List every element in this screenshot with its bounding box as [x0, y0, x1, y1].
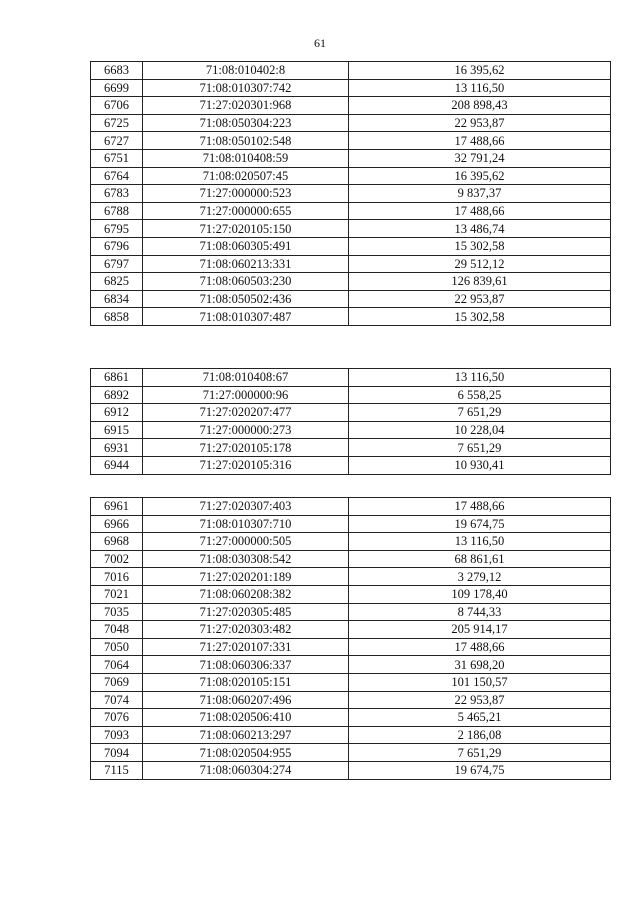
- cadastral-number-cell: 71:27:020207:477: [143, 404, 349, 422]
- amount-cell: 22 953,87: [349, 290, 611, 308]
- record-number-cell: 6892: [91, 386, 143, 404]
- record-number-cell: 6966: [91, 515, 143, 533]
- amount-cell: 101 150,57: [349, 673, 611, 691]
- record-number-cell: 7064: [91, 656, 143, 674]
- record-number-cell: 6915: [91, 421, 143, 439]
- table-row: [91, 691, 611, 709]
- amount-cell: 22 953,87: [349, 114, 611, 132]
- cadastral-number-cell: 71:08:020105:151: [143, 673, 349, 691]
- record-number-cell: 7002: [91, 550, 143, 568]
- record-number-cell: 7074: [91, 691, 143, 709]
- cadastral-number-cell: 71:27:020105:150: [143, 220, 349, 238]
- amount-cell: 7 651,29: [349, 404, 611, 422]
- table-row: [91, 550, 611, 568]
- cadastral-number-cell: 71:08:010307:742: [143, 79, 349, 97]
- amount-cell: 22 953,87: [349, 691, 611, 709]
- cadastral-number-cell: 71:27:020301:968: [143, 97, 349, 115]
- table-row: [91, 97, 611, 115]
- amount-cell: 13 116,50: [349, 533, 611, 551]
- record-number-cell: 6796: [91, 237, 143, 255]
- table-row: [91, 308, 611, 326]
- record-number-cell: 7035: [91, 603, 143, 621]
- record-number-cell: 7050: [91, 638, 143, 656]
- table-row: [91, 585, 611, 603]
- table-block-3: [90, 497, 610, 780]
- cadastral-number-cell: 71:08:060207:496: [143, 691, 349, 709]
- amount-cell: 7 651,29: [349, 439, 611, 457]
- amount-cell: 15 302,58: [349, 237, 611, 255]
- data-table: [90, 61, 611, 326]
- amount-cell: 29 512,12: [349, 255, 611, 273]
- record-number-cell: 6751: [91, 149, 143, 167]
- table-row: [91, 638, 611, 656]
- cadastral-number-cell: 71:08:050304:223: [143, 114, 349, 132]
- record-number-cell: 6931: [91, 439, 143, 457]
- record-number-cell: 7069: [91, 673, 143, 691]
- amount-cell: 10 930,41: [349, 456, 611, 474]
- data-table: [90, 497, 611, 780]
- table-row: [91, 62, 611, 80]
- cadastral-number-cell: 71:08:010408:59: [143, 149, 349, 167]
- record-number-cell: 6797: [91, 255, 143, 273]
- record-number-cell: 6788: [91, 202, 143, 220]
- record-number-cell: 6944: [91, 456, 143, 474]
- table-row: [91, 220, 611, 238]
- table-row: [91, 167, 611, 185]
- table-block-2: [90, 368, 610, 475]
- cadastral-number-cell: 71:27:000000:523: [143, 185, 349, 203]
- amount-cell: 15 302,58: [349, 308, 611, 326]
- record-number-cell: 6699: [91, 79, 143, 97]
- cadastral-number-cell: 71:08:060213:331: [143, 255, 349, 273]
- table-row: [91, 603, 611, 621]
- cadastral-number-cell: 71:08:050102:548: [143, 132, 349, 150]
- record-number-cell: 6764: [91, 167, 143, 185]
- cadastral-number-cell: 71:27:020307:403: [143, 498, 349, 516]
- table-row: [91, 114, 611, 132]
- amount-cell: 13 486,74: [349, 220, 611, 238]
- amount-cell: 17 488,66: [349, 202, 611, 220]
- cadastral-number-cell: 71:08:010307:487: [143, 308, 349, 326]
- table-row: [91, 237, 611, 255]
- amount-cell: 13 116,50: [349, 369, 611, 387]
- cadastral-number-cell: 71:27:000000:505: [143, 533, 349, 551]
- amount-cell: 17 488,66: [349, 498, 611, 516]
- cadastral-number-cell: 71:08:060208:382: [143, 585, 349, 603]
- cadastral-number-cell: 71:08:060503:230: [143, 273, 349, 291]
- cadastral-number-cell: 71:27:020107:331: [143, 638, 349, 656]
- amount-cell: 208 898,43: [349, 97, 611, 115]
- cadastral-number-cell: 71:08:020507:45: [143, 167, 349, 185]
- record-number-cell: 7076: [91, 709, 143, 727]
- page-number: 61: [314, 36, 326, 50]
- record-number-cell: 7094: [91, 744, 143, 762]
- record-number-cell: 7093: [91, 726, 143, 744]
- record-number-cell: 6834: [91, 290, 143, 308]
- cadastral-number-cell: 71:08:020506:410: [143, 709, 349, 727]
- table-row: [91, 761, 611, 779]
- record-number-cell: 6861: [91, 369, 143, 387]
- table-row: [91, 202, 611, 220]
- record-number-cell: 6795: [91, 220, 143, 238]
- cadastral-number-cell: 71:08:020504:955: [143, 744, 349, 762]
- table-row: [91, 709, 611, 727]
- cadastral-number-cell: 71:08:060304:274: [143, 761, 349, 779]
- record-number-cell: 6858: [91, 308, 143, 326]
- amount-cell: 3 279,12: [349, 568, 611, 586]
- amount-cell: 17 488,66: [349, 132, 611, 150]
- table-row: [91, 185, 611, 203]
- table-row: [91, 533, 611, 551]
- cadastral-number-cell: 71:08:050502:436: [143, 290, 349, 308]
- amount-cell: 32 791,24: [349, 149, 611, 167]
- record-number-cell: 6706: [91, 97, 143, 115]
- cadastral-number-cell: 71:08:060305:491: [143, 237, 349, 255]
- record-number-cell: 6727: [91, 132, 143, 150]
- cadastral-number-cell: 71:27:000000:96: [143, 386, 349, 404]
- cadastral-number-cell: 71:08:010402:8: [143, 62, 349, 80]
- table-row: [91, 404, 611, 422]
- cadastral-number-cell: 71:08:010307:710: [143, 515, 349, 533]
- cadastral-number-cell: 71:27:020105:316: [143, 456, 349, 474]
- amount-cell: 16 395,62: [349, 62, 611, 80]
- record-number-cell: 6968: [91, 533, 143, 551]
- amount-cell: 109 178,40: [349, 585, 611, 603]
- table-row: [91, 744, 611, 762]
- record-number-cell: 7021: [91, 585, 143, 603]
- table-row: [91, 132, 611, 150]
- cadastral-number-cell: 71:27:020201:189: [143, 568, 349, 586]
- amount-cell: 10 228,04: [349, 421, 611, 439]
- amount-cell: 126 839,61: [349, 273, 611, 291]
- amount-cell: 17 488,66: [349, 638, 611, 656]
- table-block-1: [90, 61, 610, 326]
- table-row: [91, 149, 611, 167]
- table-row: [91, 568, 611, 586]
- table-row: [91, 255, 611, 273]
- table-row: [91, 290, 611, 308]
- record-number-cell: 6961: [91, 498, 143, 516]
- table-row: [91, 498, 611, 516]
- record-number-cell: 7016: [91, 568, 143, 586]
- amount-cell: 9 837,37: [349, 185, 611, 203]
- cadastral-number-cell: 71:27:020305:485: [143, 603, 349, 621]
- amount-cell: 13 116,50: [349, 79, 611, 97]
- amount-cell: 6 558,25: [349, 386, 611, 404]
- record-number-cell: 6912: [91, 404, 143, 422]
- data-table: [90, 368, 611, 475]
- record-number-cell: 6725: [91, 114, 143, 132]
- amount-cell: 16 395,62: [349, 167, 611, 185]
- cadastral-number-cell: 71:27:020303:482: [143, 621, 349, 639]
- cadastral-number-cell: 71:08:030308:542: [143, 550, 349, 568]
- table-row: [91, 386, 611, 404]
- record-number-cell: 7115: [91, 761, 143, 779]
- table-row: [91, 673, 611, 691]
- amount-cell: 7 651,29: [349, 744, 611, 762]
- cadastral-number-cell: 71:08:060213:297: [143, 726, 349, 744]
- table-row: [91, 656, 611, 674]
- cadastral-number-cell: 71:08:010408:67: [143, 369, 349, 387]
- amount-cell: 5 465,21: [349, 709, 611, 727]
- table-row: [91, 456, 611, 474]
- table-row: [91, 726, 611, 744]
- table-row: [91, 515, 611, 533]
- table-row: [91, 369, 611, 387]
- record-number-cell: 6683: [91, 62, 143, 80]
- cadastral-number-cell: 71:27:020105:178: [143, 439, 349, 457]
- cadastral-number-cell: 71:27:000000:655: [143, 202, 349, 220]
- amount-cell: 19 674,75: [349, 515, 611, 533]
- amount-cell: 2 186,08: [349, 726, 611, 744]
- amount-cell: 205 914,17: [349, 621, 611, 639]
- record-number-cell: 6825: [91, 273, 143, 291]
- table-row: [91, 273, 611, 291]
- cadastral-number-cell: 71:08:060306:337: [143, 656, 349, 674]
- amount-cell: 19 674,75: [349, 761, 611, 779]
- amount-cell: 68 861,61: [349, 550, 611, 568]
- amount-cell: 8 744,33: [349, 603, 611, 621]
- table-row: [91, 439, 611, 457]
- record-number-cell: 7048: [91, 621, 143, 639]
- amount-cell: 31 698,20: [349, 656, 611, 674]
- record-number-cell: 6783: [91, 185, 143, 203]
- table-row: [91, 421, 611, 439]
- cadastral-number-cell: 71:27:000000:273: [143, 421, 349, 439]
- table-row: [91, 79, 611, 97]
- table-row: [91, 621, 611, 639]
